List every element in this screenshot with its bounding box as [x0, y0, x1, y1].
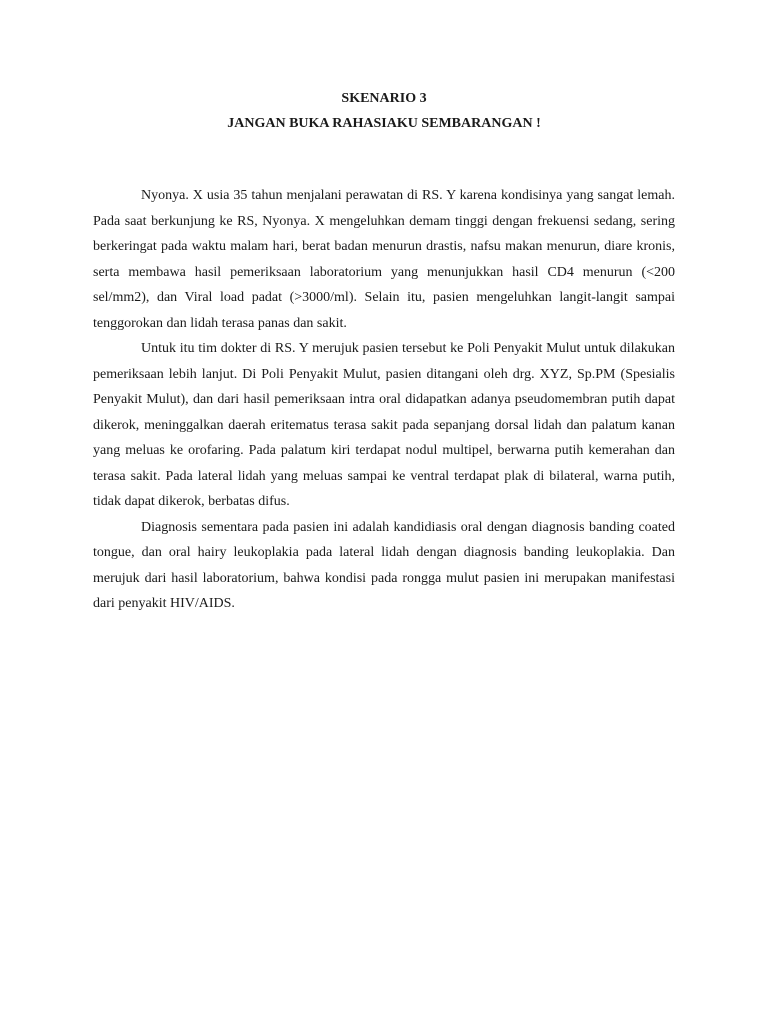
paragraph-1: Nyonya. X usia 35 tahun menjalani perawatan di RS. Y karena kondisinya yang sangat lemah. Pada saat berkunjung ke RS, Nyonya. X mengeluhkan demam tinggi dengan frekuensi sedang, sering berkeringat pada waktu malam hari, berat badan menurun drastis, nafsu makan menurun, diare kronis, serta membawa hasil pemeriksaan laboratorium yang menunjukkan hasil CD4 menurun (<200 sel/mm2), dan Viral load padat (>3000/ml). Selain itu, pasien mengeluhkan langit-langit sampai tenggorokan dan lidah terasa panas dan sakit.: [93, 188, 675, 331]
document-page: [93, 86, 675, 617]
paragraph-3: Diagnosis sementara pada pasien ini adalah kandidiasis oral dengan diagnosis banding coated tongue, dan oral hairy leukoplakia pada lateral lidah dengan diagnosis banding leukoplakia. Dan merujuk dari hasil laboratorium, bahwa kondisi pada rongga mulut pasien ini merupakan manifestasi dari penyakit HIV/AIDS.: [93, 519, 675, 611]
document-body: [93, 183, 675, 617]
document-subtitle: JANGAN BUKA RAHASIAKU SEMBARANGAN !: [227, 116, 541, 131]
document-title: SKENARIO 3: [341, 91, 427, 106]
paragraph-2: Untuk itu tim dokter di RS. Y merujuk pasien tersebut ke Poli Penyakit Mulut untuk dilakukan pemeriksaan lebih lanjut. Di Poli Penyakit Mulut, pasien ditangani oleh drg. XYZ, Sp.PM (Spesialis Penyakit Mulut), dan dari hasil pemeriksaan intra oral didapatkan adanya pseudomembran putih dapat dikerok, meninggalkan daerah eritematus terasa sakit pada sepanjang dorsal lidah dan palatum kanan yang meluas ke orofaring. Pada palatum kiri terdapat nodul multipel, berwarna putih kemerahan dan terasa sakit. Pada lateral lidah yang meluas sampai ke ventral terdapat plak di bilateral, warna putih, tidak dapat dikerok, berbatas difus.: [93, 341, 675, 509]
